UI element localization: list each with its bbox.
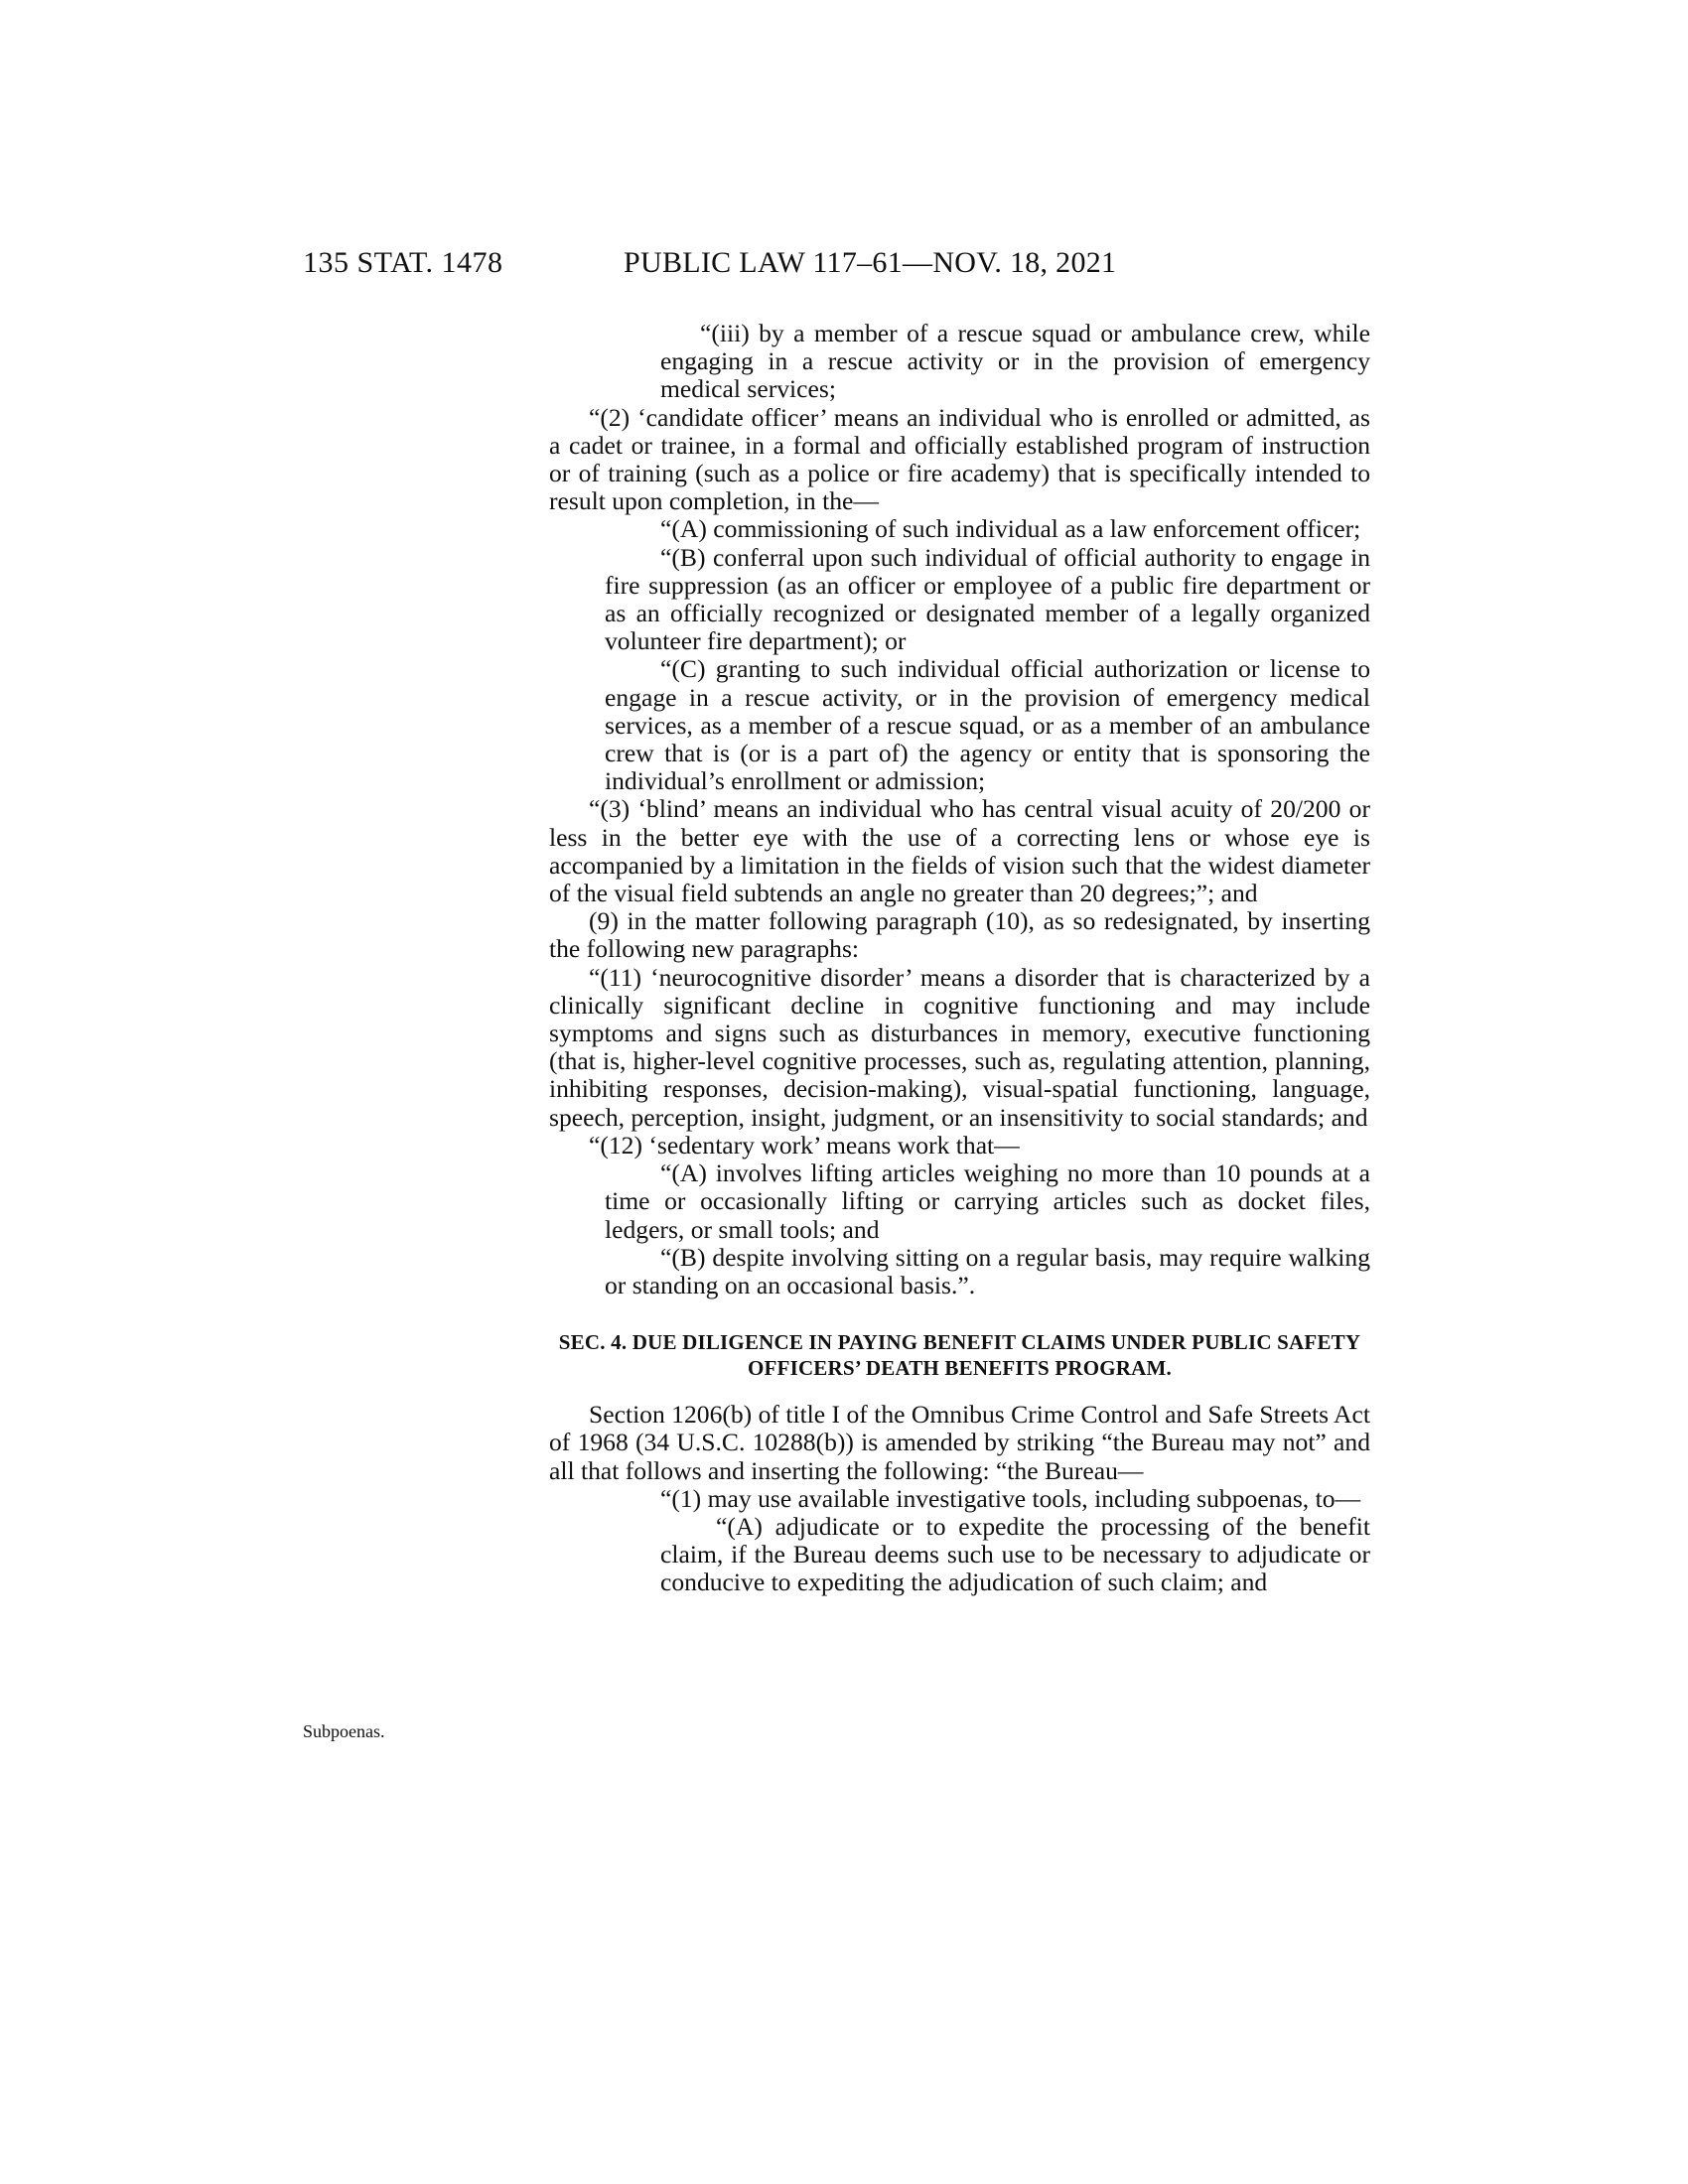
statute-page-reference: 135 STAT. 1478 bbox=[303, 246, 503, 279]
new-paragraph-1: “(1) may use available investigative tools, including subpoenas, to— bbox=[660, 1483, 1361, 1513]
margin-note: Subpoenas. bbox=[303, 1721, 385, 1741]
paragraph-9: (9) in the matter following paragraph (10), as so redesignated, by inserting the following new paragraphs: bbox=[549, 906, 1370, 964]
paragraph-3: “(3) ‘blind’ means an individual who has central visual acuity of 20/200 or less in the better eye with the use of a correcting lens or whose eye is accompanied by a limitation in the fields of vision such that the widest diameter of the visual field subtends an angle no greater than 20 degrees;”; and bbox=[549, 794, 1370, 908]
subparagraph-2a: “(A) commissioning of such individual as a law enforcement officer; bbox=[660, 514, 1361, 544]
page-header bbox=[303, 246, 1370, 286]
subparagraph-12b: “(B) despite involving sitting on a regular basis, may require walking or standing on an occasional basis.”. bbox=[605, 1242, 1370, 1299]
document-body bbox=[549, 320, 1370, 1597]
clause-iii: “(iii) by a member of a rescue squad or ambulance crew, while engaging in a rescue activity or in the provision of emergency medical services; bbox=[660, 319, 1370, 404]
paragraph-12: “(12) ‘sedentary work’ means work that— bbox=[589, 1130, 1020, 1160]
paragraph-2: “(2) ‘candidate officer’ means an individual who is enrolled or admitted, as a cadet or trainee, in a formal and officially established program of instruction or of training (such as a police or fire academy) that is specifically intended to result upon completion, in the— bbox=[549, 402, 1370, 516]
paragraph-11: “(11) ‘neurocognitive disorder’ means a disorder that is characterized by a clinically significant decline in cognitive functioning and may include symptoms and signs such as disturbances in memory, executive functioning (that is, higher-level cognitive processes, such as, regulating attention, planning, inhibiting responses, decision-making), visual-spatial functioning, language, speech, perception, insight, judgment, or an insensitivity to social standards; and bbox=[549, 962, 1370, 1132]
subparagraph-2c: “(C) granting to such individual official authorization or license to engage in a rescue activity, or in the provision of emergency medical services, as a member of a rescue squad, or as a member of an ambulance crew that is (or is a part of) the agency or entity that is sponsoring the individual’s enrollment or admission; bbox=[605, 654, 1370, 796]
section-4-heading: SEC. 4. DUE DILIGENCE IN PAYING BENEFIT CLAIMS UNDER PUBLIC SAFETY OFFICERS’ DEATH BENEFITS PROGRAM. bbox=[558, 1330, 1361, 1381]
subparagraph-2b: “(B) conferral upon such individual of official authority to engage in fire suppression (as an officer or employee of a public fire department or as an officially recognized or designated member of a legally organized volunteer fire department); or bbox=[605, 542, 1370, 656]
new-subparagraph-1a: “(A) adjudicate or to expedite the processing of the benefit claim, if the Bureau deems such use to be necessary to adjudicate or conducive to expediting the adjudication of such claim; and bbox=[660, 1511, 1370, 1597]
public-law-reference: PUBLIC LAW 117–61—NOV. 18, 2021 bbox=[624, 246, 1117, 279]
subparagraph-12a: “(A) involves lifting articles weighing no more than 10 pounds at a time or occasionally lifting or carrying articles such as docket files, ledgers, or small tools; and bbox=[605, 1159, 1370, 1244]
section-4-intro: Section 1206(b) of title I of the Omnibus Crime Control and Safe Streets Act of 1968 (34 U.S.C. 10288(b)) is amended by striking “the Bureau may not” and all that follows and inserting the following: “the Bureau— bbox=[549, 1400, 1370, 1485]
